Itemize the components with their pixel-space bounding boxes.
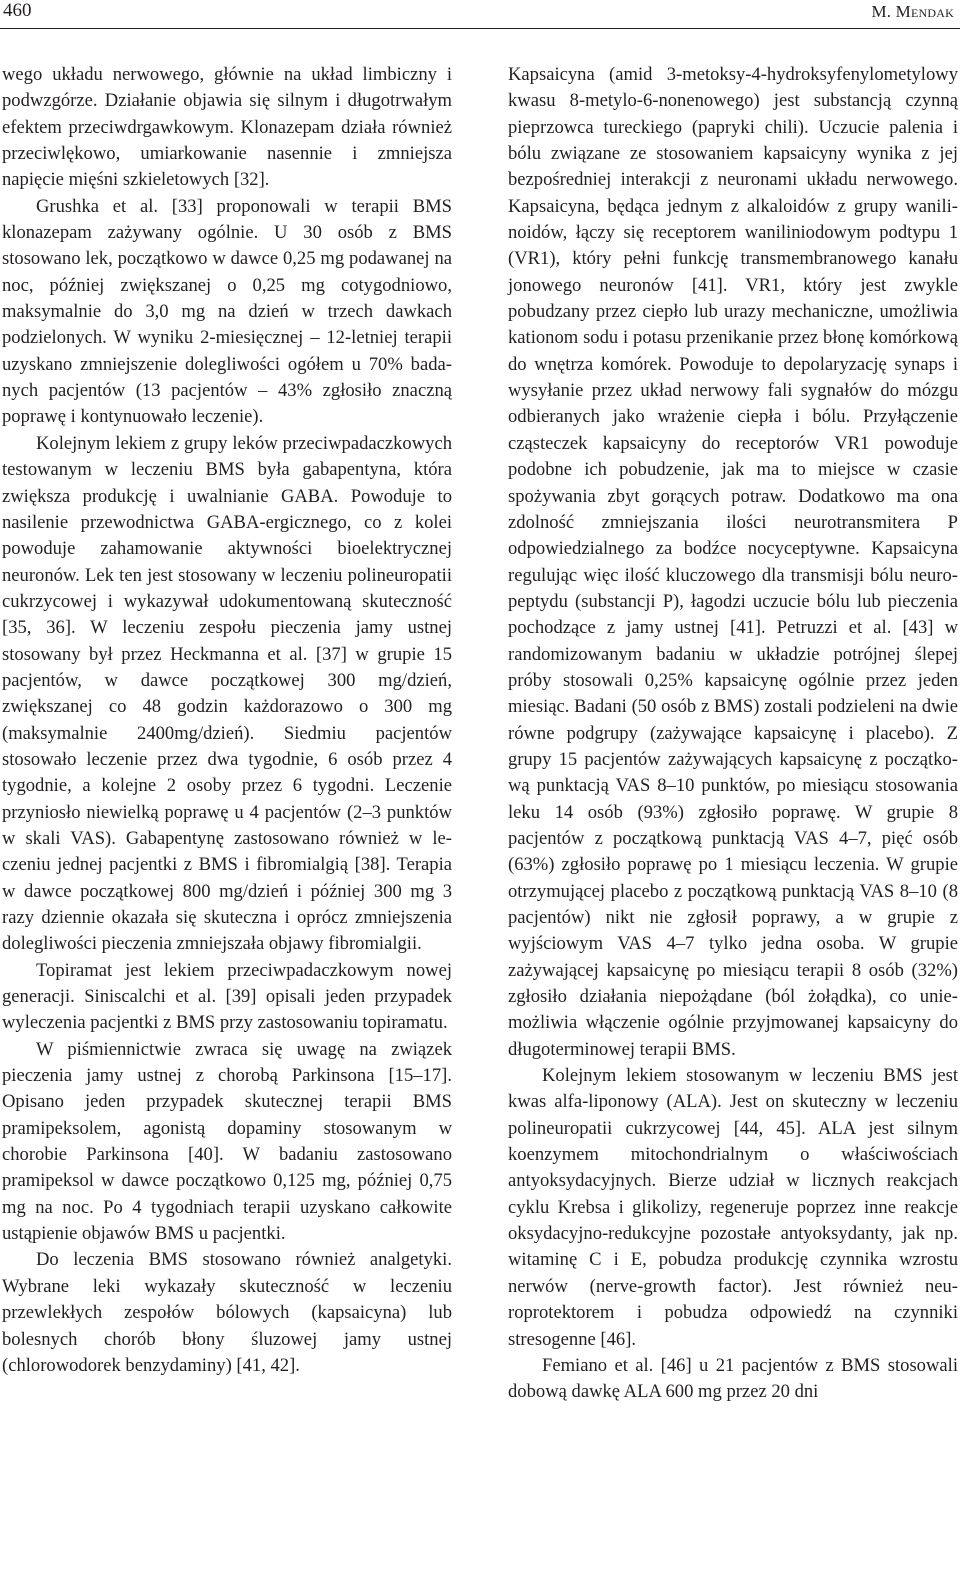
page-number: 460 — [3, 0, 32, 21]
paragraph: Kolejnym lekiem stosowanym w leczeniu BMS jest kwas alfa-liponowy (ALA). Jest on skuteczny w leczeniu polineuropatii cukrzycowej [44, 45]. ALA jest silnym koenzymem mitochondrialnym o właściwościach antyoksydacyjnych. Bierze udział w licznych reakcjach cyklu Krebsa i glikolizy, regeneruje poprzez inne reakcje oksydacyjno-redukcyjne pozostałe antyoksydanty, jak np. witaminę C i E, pobudza produkcję czynnika wzrostu nerwów (nerve-growth factor). Jest również neuroprotektorem i pobudza odpowiedź na czynniki stresogenne [46]. — [508, 1065, 958, 1350]
left-column — [2, 62, 452, 1379]
paragraph: Grushka et al. [33] proponowali w terapii BMS klonazepam zażywany ogólnie. U 30 osób z BMS stosowano lek, początkowo w dawce 0,25 mg podawanej na noc, później zwiększanej o 0,25 mg cotygodniowo, maksymalnie do 3,0 mg na dzień w trzech dawkach podzielonych. W wyniku 2-miesięcznej – 12-letniej terapii uzyskano zmniejszenie dolegliwości ogółem u 70% badanych pacjentów (13 pacjentów – 43% zgłosiło znaczną poprawę i kontynuowało leczenie). — [2, 195, 452, 428]
paragraph: Do leczenia BMS stosowano również analgetyki. Wybrane leki wykazały skuteczność w leczeniu przewlekłych zespołów bólowych (kapsaicyna) lub bolesnych chorób błony śluzowej jamy ustnej (chlorowodorek benzydaminy) [41, 42]. — [2, 1249, 452, 1376]
paragraph: Kapsaicyna (amid 3-metoksy-4-hydroksyfenylometylowy kwasu 8-metylo-6-nonenowego) jest substancją czynną pieprzowca tureckiego (papryki chili). Uczucie palenia i bólu związane ze stosowaniem kapsaicyny wynika z jej bezpośredniej interakcji z neuronami układu nerwowego. Kapsaicyna, będąca jednym z alkaloidów z grupy wanilinoidów, łączy się receptorem waniliniodowym podtypu 1 (VR1), który pełni funkcję transmembranowego kanału jonowego neuronów [41]. VR1, który jest zwykle pobudzany przez ciepło lub urazy mechaniczne, umożliwia kationom sodu i potasu przenikanie przez błonę komórkową do wnętrza komórek. Powoduje to depolaryzację synaps i wysyłanie przez układ nerwowy fali sygnałów do mózgu odbieranych jako wrażenie ciepła i bólu. Przyłączenie cząsteczek kapsaicyny do receptorów VR1 powoduje podobne ich pobudzenie, jak ma to miejsce w czasie spożywania zbyt gorących potraw. Dodatkowo ma ona zdolność zmniejszania ilości neurotransmitera P odpowiedzialnego za bodźce nocyceptywne. Kapsaicyna regulując więc ilość kluczowego dla transmisji bólu neuropeptydu (substancji P), łagodzi uczucie bólu lub pieczenia pochodzące z jamy ustnej [41]. Petruzzi et al. [43] w randomizowanym badaniu w układzie potrójnej ślepej próby stosowali 0,25% kapsaicynę ogólnie przez jeden miesiąc. Badani (50 osób z BMS) zostali podzieleni na dwie równe podgrupy (zażywające kapsaicynę i placebo). Z grupy 15 pacjentów zażywających kapsaicynę z początkową punktacją VAS 8–10 punktów, po miesiącu stosowania leku 14 osób (93%) zgłosiło poprawę. W grupie 8 pacjentów z początkową punktacją VAS 4–7, pięć osób (63%) zgłosiło poprawę po 1 miesiącu leczenia. W grupie otrzymującej placebo z początkową punktacją VAS 8–10 (8 pacjentów) nikt nie zgłosił poprawy, a w grupie z wyjściowym VAS 4–7 tylko jedna osoba. W grupie zażywającej kapsaicynę po miesiącu terapii 8 osób (32%) zgłosiło działania niepożądane (ból żołądka), co uniemożliwia włączenie ogólnie przyjmowanej kapsaicyny do długoterminowej terapii BMS. — [508, 64, 958, 1060]
paragraph: W piśmiennictwie zwraca się uwagę na związek pieczenia jamy ustnej z chorobą Parkinsona [15–17]. Opisano jeden przypadek skutecznej terapii BMS pramipeksolem, agonistą dopaminy stosowanym w chorobie Parkinsona [40]. W badaniu zastosowano pramipeksol w dawce początkowo 0,125 mg, później 0,75 mg na noc. Po 4 tygodniach terapii uzyskano całkowite ustąpienie objawów BMS u pacjentki. — [2, 1038, 452, 1245]
paragraph: wego układu nerwowego, głównie na układ limbiczny i podwzgórze. Działanie objawia się silnym i długotrwałym efektem przeciwdrgawkowym. Klonazepam działa również przeciwlękowo, umiarkowanie nasennie i zmniejsza napięcie mięśni szkieletowych [32]. — [2, 64, 452, 191]
paragraph: Kolejnym lekiem z grupy leków przeciwpadaczkowych testowanym w leczeniu BMS była gabapentyna, która zwiększa produkcję i uwalnianie GABA. Powoduje to nasilenie przewodnictwa GABA-ergicznego, co z kolei powoduje zahamowanie aktywności bioelektrycznej neuronów. Lek ten jest stosowany w leczeniu polineuropatii cukrzycowej i wykazywał udokumentowaną skuteczność [35, 36]. W leczeniu zespołu pieczenia jamy ustnej stosowany był przez Heckmanna et al. [37] w grupie 15 pacjentów, w dawce początkowej 300 mg/dzień, zwiększanej co 48 godzin każdorazowo o 300 mg (maksymalnie 2400mg/dzień). Siedmiu pacjentów stosowało leczenie przez dwa tygodnie, 6 osób przez 4 tygodnie, a kolejne 2 osoby przez 6 tygodni. Leczenie przyniosło niewielką poprawę u 4 pacjentów (2–3 punktów w skali VAS). Gabapentynę zastosowano również w leczeniu jednej pacjentki z BMS i fibromialgią [38]. Terapia w dawce początkowej 800 mg/dzień i później 300 mg 3 razy dziennie okazała się skuteczna i oprócz zmniejszenia dolegliwości pieczenia zmniejszała objawy fibromialgii. — [2, 432, 452, 955]
right-column — [508, 62, 958, 1406]
paragraph: Topiramat jest lekiem przeciwpadaczkowym nowej generacji. Siniscalchi et al. [39] opisali jeden przypadek wyleczenia pacjentki z BMS przy zastosowaniu topiramatu. — [2, 959, 452, 1034]
header-rule — [0, 28, 960, 29]
paragraph: Femiano et al. [46] u 21 pacjentów z BMS stosowali dobową dawkę ALA 600 mg przez 20 dni — [508, 1354, 958, 1403]
page-header — [0, 0, 960, 26]
running-head-author: M. Mendak — [871, 2, 954, 21]
